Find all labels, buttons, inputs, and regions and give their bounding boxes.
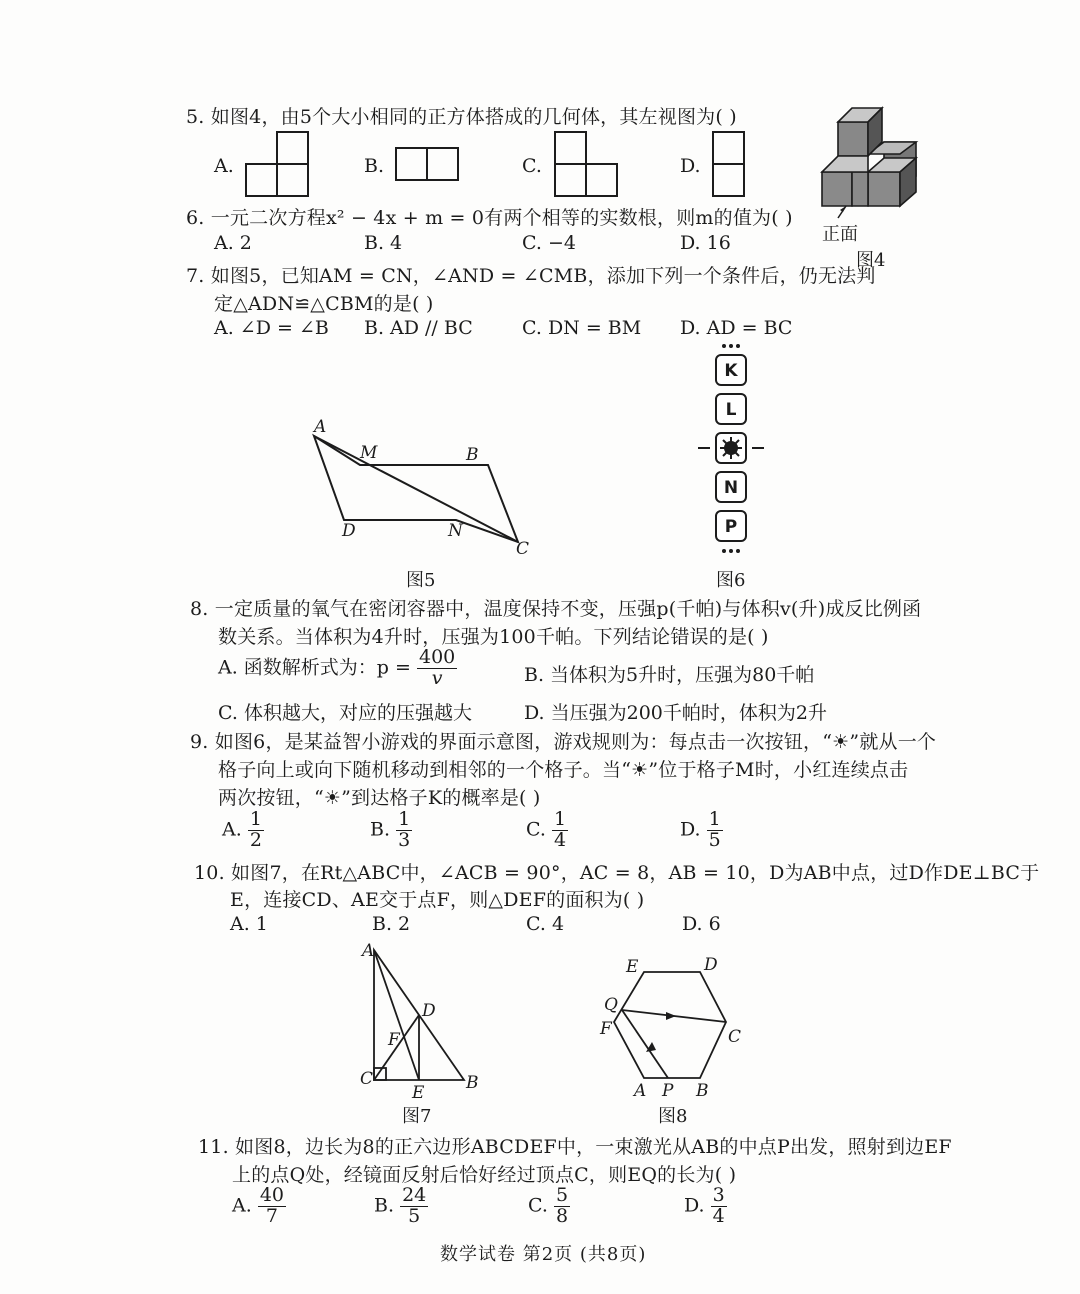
q11-option-a-label: A. (232, 1194, 252, 1217)
fig8-label-f: F (600, 1019, 612, 1039)
q8-option-d: D. 当压强为200千帕时，体积为2升 (524, 702, 827, 724)
fig5-label-d: D (342, 521, 356, 541)
fig5-label-c: C (516, 539, 530, 559)
fig4-front-label: 正面 (822, 224, 858, 245)
fig6-key-n-label: N (723, 478, 739, 498)
fig7-label-e: E (412, 1083, 425, 1103)
q10-option-b: B. 2 (372, 913, 411, 935)
fig5-label-m: M (360, 443, 378, 463)
q9-option-d-label: D. (680, 818, 701, 841)
q7-option-d: D. AD = BC (680, 317, 793, 339)
q10-option-c: C. 4 (526, 913, 565, 935)
q9-stem-line1: 9. 如图6，是某益智小游戏的界面示意图，游戏规则为：每点击一次按钮，“☀”就从一个 (190, 731, 937, 753)
q7-option-b: B. AD // BC (364, 317, 473, 339)
q11-option-c-den: 8 (555, 1204, 569, 1227)
fig7-caption: 图7 (402, 1106, 432, 1127)
q9-option-a-label: A. (222, 818, 242, 841)
fig6-caption: 图6 (716, 570, 746, 591)
q11-option-b (374, 1186, 428, 1227)
q11-option-d (684, 1186, 727, 1227)
q11-option-a-num: 40 (259, 1184, 284, 1206)
q7-option-c: C. DN = BM (522, 317, 642, 339)
q9-option-d-num: 1 (708, 808, 721, 830)
fig7-label-f: F (388, 1030, 400, 1050)
fig5-label-n: N (448, 521, 463, 541)
fig8-label-c: C (728, 1027, 742, 1047)
q11-option-d-label: D. (684, 1194, 705, 1217)
q9-option-b-num: 1 (398, 808, 411, 830)
q11-stem-line1: 11. 如图8，边长为8的正六边形ABCDEF中，一束激光从AB的中点P出发，照射到边EF (198, 1136, 952, 1158)
q10-stem-line2: E，连接CD、AE交于点F，则△DEF的面积为( ) (230, 889, 645, 911)
fig5-label-b: B (466, 445, 479, 465)
q11-option-c-label: C. (528, 1194, 548, 1217)
q11-stem-line2: 上的点Q处，经镜面反射后恰好经过顶点C，则EQ的长为( ) (232, 1164, 737, 1186)
page-footer: 数学试卷 第2页 (共8页) (440, 1244, 647, 1265)
q5-stem: 5. 如图4，由5个大小相同的正方体搭成的几何体，其左视图为( ) (186, 106, 737, 128)
fig8-label-a: A (634, 1081, 647, 1101)
q11-option-c-num: 5 (555, 1184, 569, 1206)
q11-option-b-fraction (400, 1186, 428, 1227)
q8-option-c: C. 体积越大，对应的压强越大 (218, 702, 472, 724)
q5-option-d: D. (680, 155, 701, 177)
fig8-label-q: Q (604, 995, 618, 1015)
q8-stem-line1: 8. 一定质量的氧气在密闭容器中，温度保持不变，压强p(千帕)与体积v(升)成反比例函 (190, 598, 922, 620)
q7-stem-line2: 定△ADN≌△CBM的是( ) (214, 293, 434, 315)
fig7-label-c: C (360, 1069, 374, 1089)
q9-option-c-num: 1 (553, 808, 567, 830)
q11-option-c (528, 1186, 570, 1227)
q9-option-a-den: 2 (249, 828, 262, 851)
fig6-key-p-label: P (724, 517, 738, 537)
q5-option-c: C. (522, 155, 542, 177)
q8-option-a-numerator: 400 (418, 646, 456, 668)
q9-stem-line2: 格子向上或向下随机移动到相邻的一个格子。当“☀”位于格子M时，小红连续点击 (218, 759, 909, 781)
fig8-label-e: E (626, 957, 639, 977)
q8-stem-line2: 数关系。当体积为4升时，压强为100千帕。下列结论错误的是( ) (218, 626, 769, 648)
q11-option-d-fraction (711, 1186, 727, 1227)
q6-option-d: D. 16 (680, 232, 731, 254)
q8-option-a-prefix: A. 函数解析式为：p = (218, 656, 411, 679)
fig7-label-a: A (362, 941, 375, 961)
fig5-caption: 图5 (406, 570, 436, 591)
q7-stem-line1: 7. 如图5，已知AM = CN，∠AND = ∠CMB，添加下列一个条件后，仍无法判 (186, 265, 876, 287)
q6-option-c: C. −4 (522, 232, 576, 254)
q7-option-a: A. ∠D = ∠B (214, 317, 329, 339)
fig8-label-d: D (704, 955, 718, 975)
q9-option-c-den: 4 (553, 828, 567, 851)
fig7-label-d: D (422, 1001, 436, 1021)
q11-option-a-fraction (258, 1186, 286, 1227)
q6-option-b: B. 4 (364, 232, 403, 254)
q6-option-a: A. 2 (214, 232, 252, 254)
fig8-label-b: B (696, 1081, 709, 1101)
fig8-caption: 图8 (658, 1106, 688, 1127)
q9-option-b-label: B. (370, 818, 391, 841)
q9-option-c-label: C. (526, 818, 546, 841)
fig4-caption: 图4 (856, 250, 886, 271)
q11-option-b-label: B. (374, 1194, 395, 1217)
q11-option-d-num: 3 (712, 1184, 725, 1206)
q11-option-b-num: 24 (402, 1184, 427, 1206)
q9-option-a-num: 1 (249, 808, 262, 830)
fig8-label-p: P (662, 1081, 674, 1101)
q9-option-d-den: 5 (708, 828, 721, 851)
q5-option-a: A. (214, 155, 234, 177)
q11-option-a-den: 7 (265, 1204, 278, 1227)
q8-option-a-denominator: v (431, 666, 443, 689)
q11-option-c-fraction (554, 1186, 570, 1227)
q6-stem: 6. 一元二次方程x² − 4x + m = 0有两个相等的实数根，则m的值为( ) (186, 207, 793, 229)
q10-option-a: A. 1 (230, 913, 268, 935)
q5-option-b: B. (364, 155, 385, 177)
q8-option-b: B. 当体积为5升时，压强为80千帕 (524, 664, 815, 686)
q11-option-a (232, 1186, 286, 1227)
q11-option-b-den: 5 (408, 1204, 421, 1227)
q9-option-b-den: 3 (398, 828, 411, 851)
q11-option-d-den: 4 (712, 1204, 725, 1227)
fig7-label-b: B (466, 1073, 479, 1093)
fig5-label-a: A (314, 417, 327, 437)
q9-stem-line3: 两次按钮，“☀”到达格子K的概率是( ) (218, 787, 541, 809)
fig6-key-l-label: L (725, 400, 737, 420)
q10-stem-line1: 10. 如图7，在Rt△ABC中，∠ACB = 90°，AC = 8，AB = 10，D为AB中点，过D作DE⊥BC于 (194, 862, 1040, 884)
q10-option-d: D. 6 (682, 913, 721, 935)
fig6-key-k-label: K (724, 361, 738, 381)
